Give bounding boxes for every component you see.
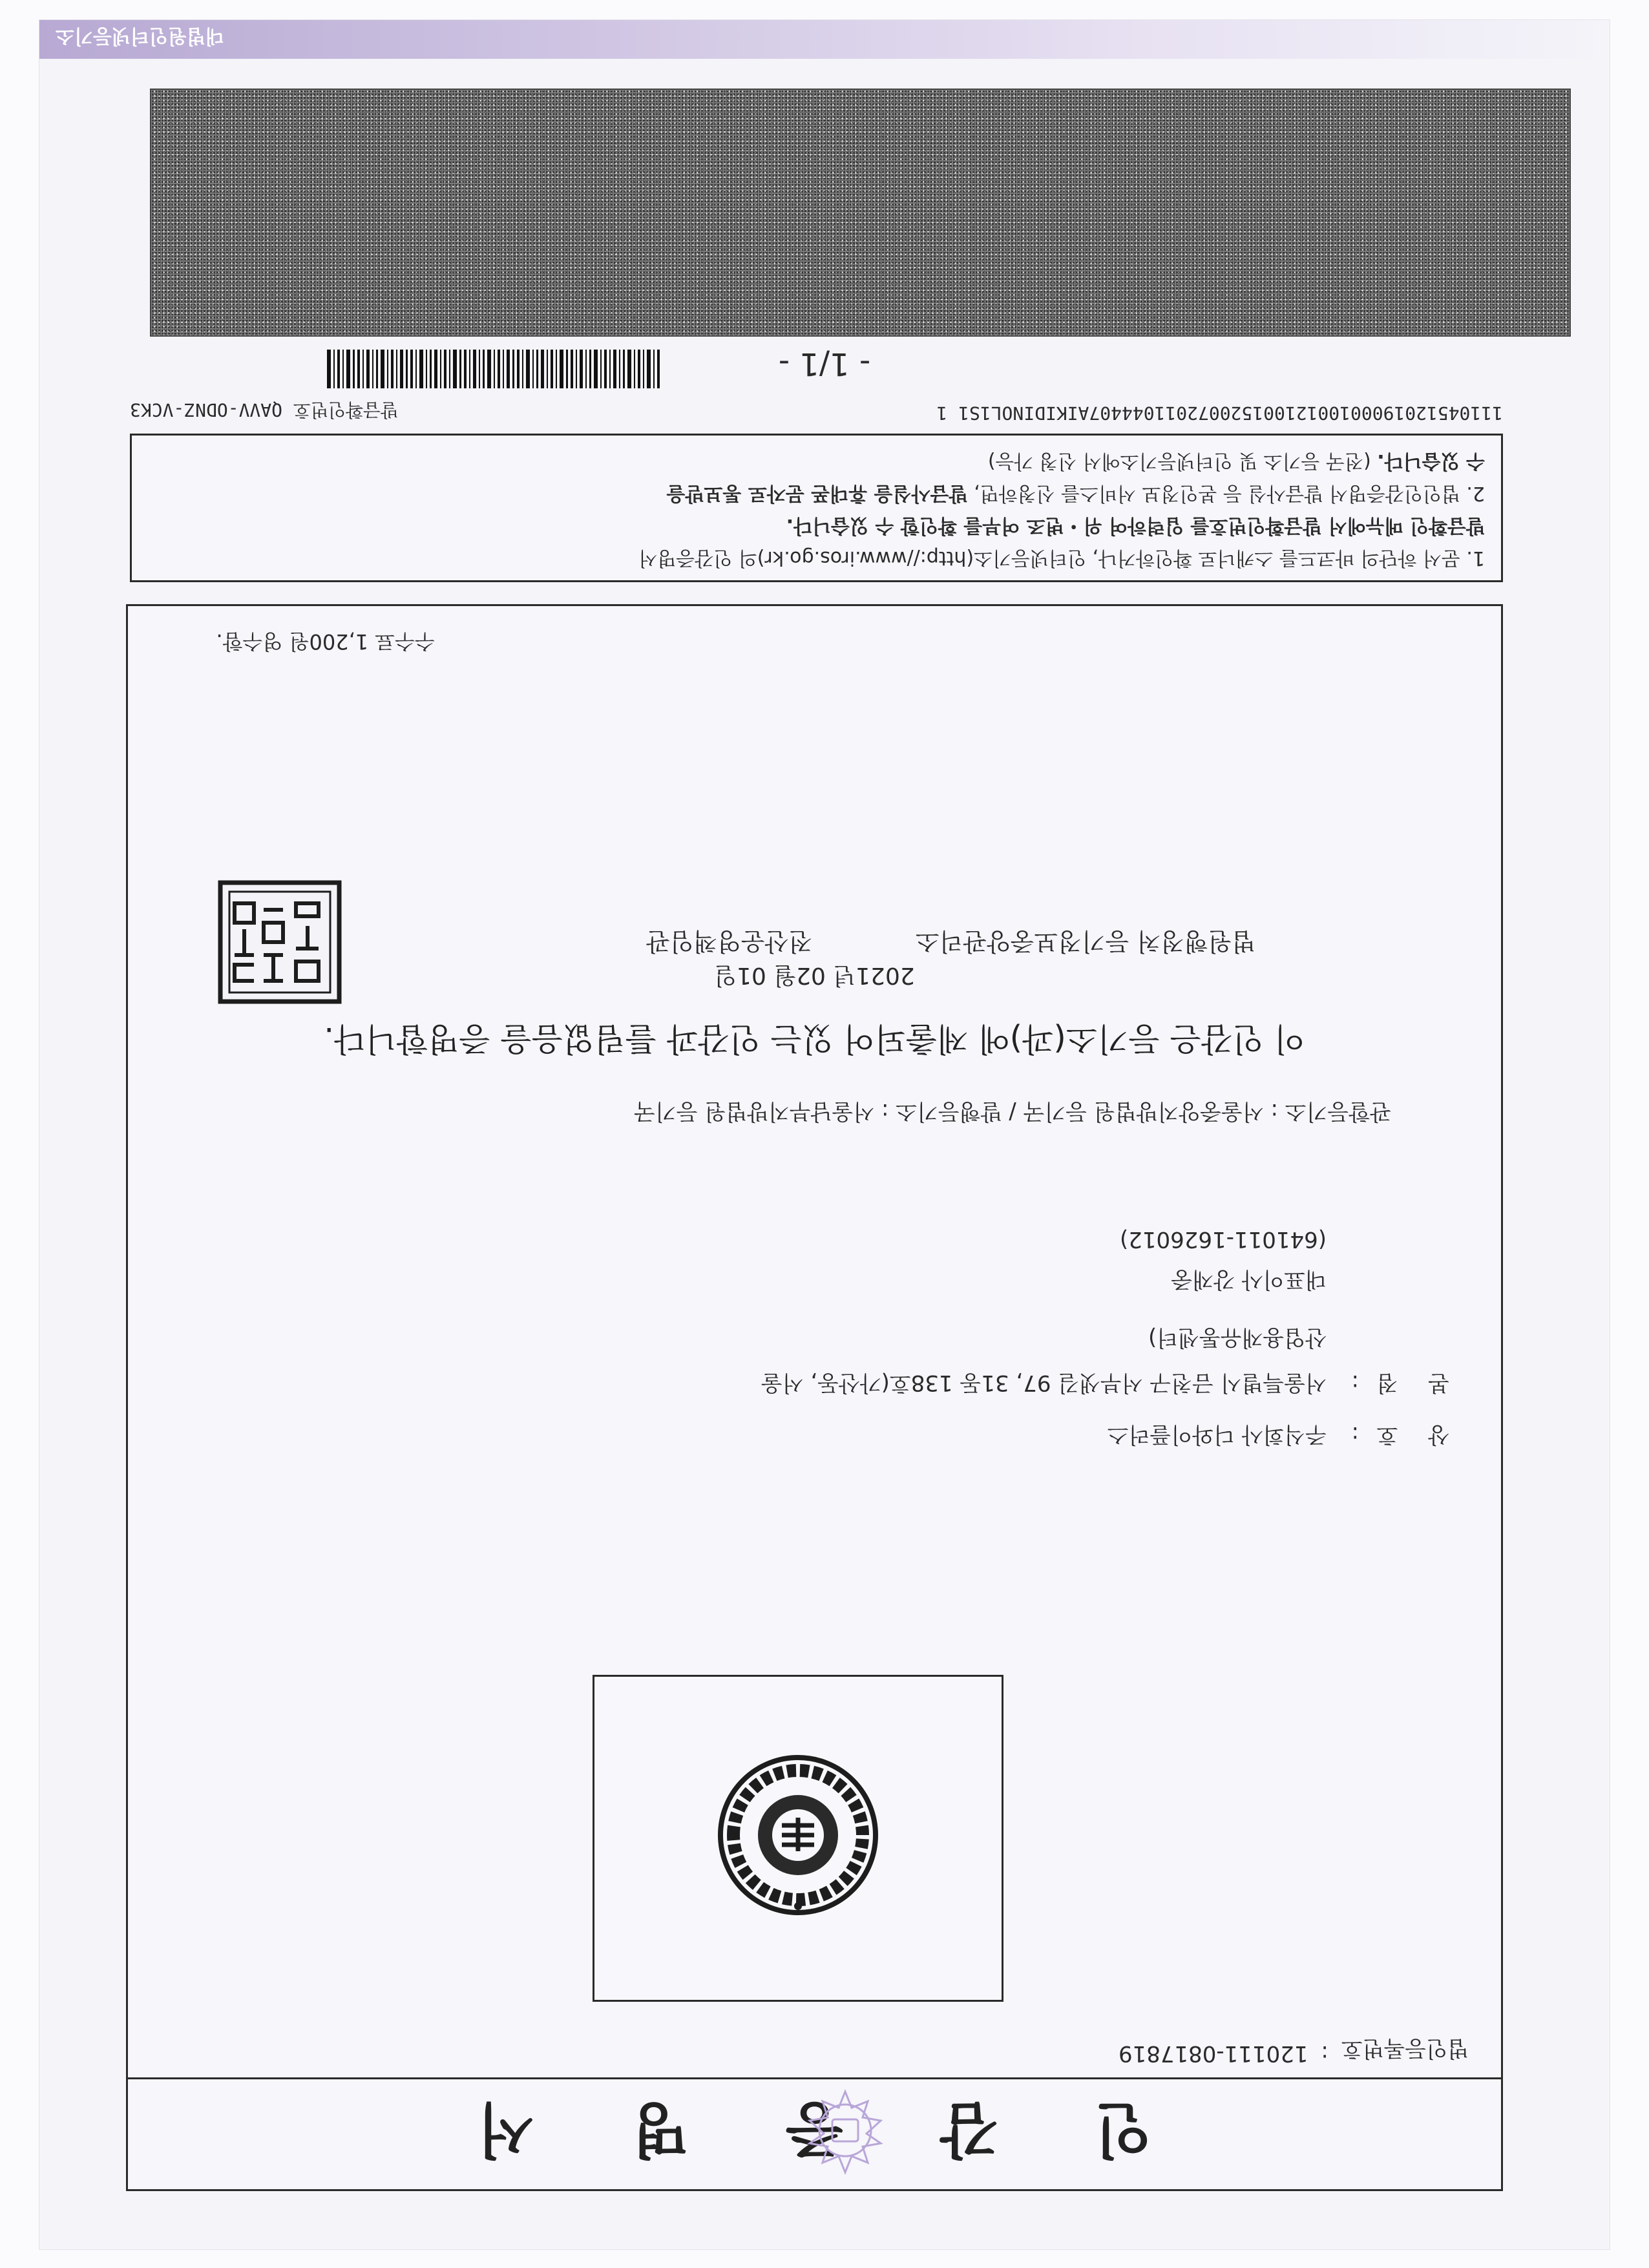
- company-label: 상 호: [1365, 1422, 1449, 1447]
- issuer-agency: 법원행정처 등기정보중앙관리소: [916, 927, 1255, 956]
- registration-line: [1119, 2035, 1469, 2066]
- address-label: 본 점: [1365, 1370, 1449, 1396]
- competent-office-value: 서울중앙지방법원 등기국: [1023, 1098, 1264, 1124]
- issue-date: 2021년 02월 01일: [714, 962, 915, 989]
- issuer-officer: 전산운영책임관: [646, 927, 812, 956]
- registry-offices-line: 관할등기소 : 서울중앙지방법원 등기국 / 발행등기소 : 서울남부지방법원 등기국: [634, 1098, 1391, 1124]
- certification-statement: 이 인감은 등기소(과)에 제출되어 있는 인감과 틀림없음을 증명합니다.: [324, 1020, 1305, 1058]
- document-footer-meta: [130, 398, 1503, 424]
- representative-field: [1171, 1266, 1449, 1297]
- issuing-office-label: 발행등기소: [896, 1098, 1002, 1124]
- representative-id-field: [1120, 1226, 1449, 1252]
- serial-number: 11104512019000100121001520072011044407AIKIDINOL1S1 1: [936, 403, 1503, 424]
- address-field: 본 점:서울특별시 금천구 서부샛길 97, 31동 138호(가산동, 서울: [761, 1369, 1449, 1401]
- address-value-2: 산업용재유통센터): [1148, 1325, 1327, 1350]
- security-noise-pattern: [150, 89, 1571, 337]
- seal-impression-box: [593, 1675, 1003, 2002]
- title-char: 서: [477, 2095, 535, 2164]
- notice-box: [130, 434, 1503, 582]
- page-number: - 1/1 -: [778, 346, 871, 382]
- court-seal-watermark-icon: [790, 2075, 900, 2185]
- banner-label: 대법원인터넷등기소: [56, 25, 224, 47]
- barcode-icon: [324, 350, 660, 388]
- certificate-main-box: [126, 604, 1503, 2191]
- verification-number: [130, 398, 398, 424]
- company-value: 주식회사 디와이플러스: [1107, 1422, 1327, 1447]
- issuer-line: [646, 926, 1255, 961]
- title-row: [128, 2077, 1501, 2189]
- verification-label: 발급확인번호: [293, 399, 399, 421]
- corporate-seal-icon: [711, 1748, 885, 1922]
- title-char: 명: [631, 2095, 689, 2164]
- issuing-office-value: 서울남부지방법원 등기국: [634, 1098, 875, 1124]
- address-value-1: 서울특별시 금천구 서부샛길 97, 31동 138호(가산동, 서울: [761, 1370, 1327, 1396]
- title-char: 인: [1094, 2095, 1152, 2164]
- registration-number: 120111-0817819: [1118, 2041, 1308, 2066]
- registration-colon: :: [1321, 2041, 1329, 2066]
- certificate-sheet: [39, 19, 1610, 2250]
- notice-line-3: 2. 법인인감증명서 발급사실 등 본인정보 서비스를 신청하면, 발급사실을 휴대폰 문자로 통보받을: [666, 482, 1485, 505]
- title-char: 감: [940, 2095, 998, 2164]
- fee-receipt: 수수료 1,200원 영수함.: [216, 629, 435, 654]
- registration-label: 법인등록번호: [1341, 2035, 1469, 2061]
- verification-code: QAVV-ODNZ-VCK3: [130, 399, 283, 421]
- company-name-field: 상 호:주식회사 디와이플러스: [1108, 1421, 1449, 1453]
- official-square-seal-icon: [215, 877, 344, 1007]
- office-separator: /: [1009, 1098, 1016, 1124]
- notice-line-2: 발급확인 메뉴에서 발급확인번호를 입력하여 위・변조 여부를 확인할 수 있습니다.: [786, 514, 1485, 537]
- competent-office-label: 관할등기소: [1285, 1098, 1391, 1124]
- title-char: 증: [786, 2095, 843, 2164]
- notice-line-1: 1. 문서 하단의 바코드를 스캐너로 확인하거나, 인터넷등기소(http://www.iros.go.kr)의 인감증명서: [638, 547, 1485, 569]
- address-continued: [1148, 1324, 1449, 1356]
- notice-line-4: 수 있습니다. (전국 등기소 및 인터넷등기소에서 신청 가능): [987, 450, 1485, 472]
- site-banner: [39, 20, 1610, 59]
- representative-id: (641011-1626012): [1119, 1226, 1327, 1252]
- representative-name: 대표이사 강재중: [1171, 1266, 1327, 1292]
